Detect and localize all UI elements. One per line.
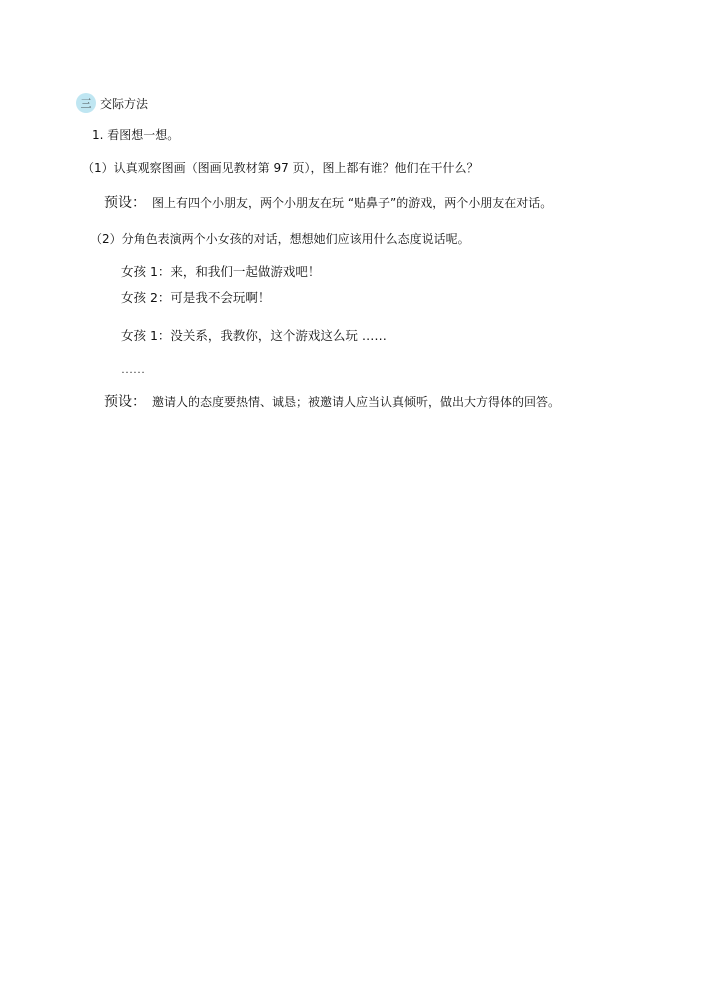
dialogue-ellipsis: ……	[121, 362, 145, 376]
answer-2-text: 邀请人的态度要热情、诚恳；被邀请人应当认真倾听，做出大方得体的回答。	[152, 395, 561, 409]
answer-2-prefix: 预设：	[104, 394, 146, 410]
section-number-badge: 三	[76, 93, 96, 113]
question-1: （1）认真观察图画（图画见教材第 97 页），图上都有谁？他们在干什么？	[82, 161, 479, 175]
question-2: （2）分角色表演两个小女孩的对话，想想她们应该用什么态度说话呢。	[90, 232, 470, 246]
dialogue-line: 女孩 1：没关系，我教你，这个游戏这么玩 ……	[121, 328, 387, 343]
item-1-label: 1. 看图想一想。	[92, 128, 180, 142]
answer-2	[104, 394, 560, 410]
answer-1	[104, 195, 552, 211]
answer-1-text: 图上有四个小朋友，两个小朋友在玩 “贴鼻子”的游戏，两个小朋友在对话。	[152, 196, 553, 210]
dialogue-line: 女孩 1：来，和我们一起做游戏吧！	[121, 264, 321, 279]
answer-1-prefix: 预设：	[104, 195, 146, 211]
dialogue-line: 女孩 2：可是我不会玩啊！	[121, 290, 271, 305]
section-title: 交际方法	[100, 96, 149, 111]
section-header	[76, 92, 148, 114]
